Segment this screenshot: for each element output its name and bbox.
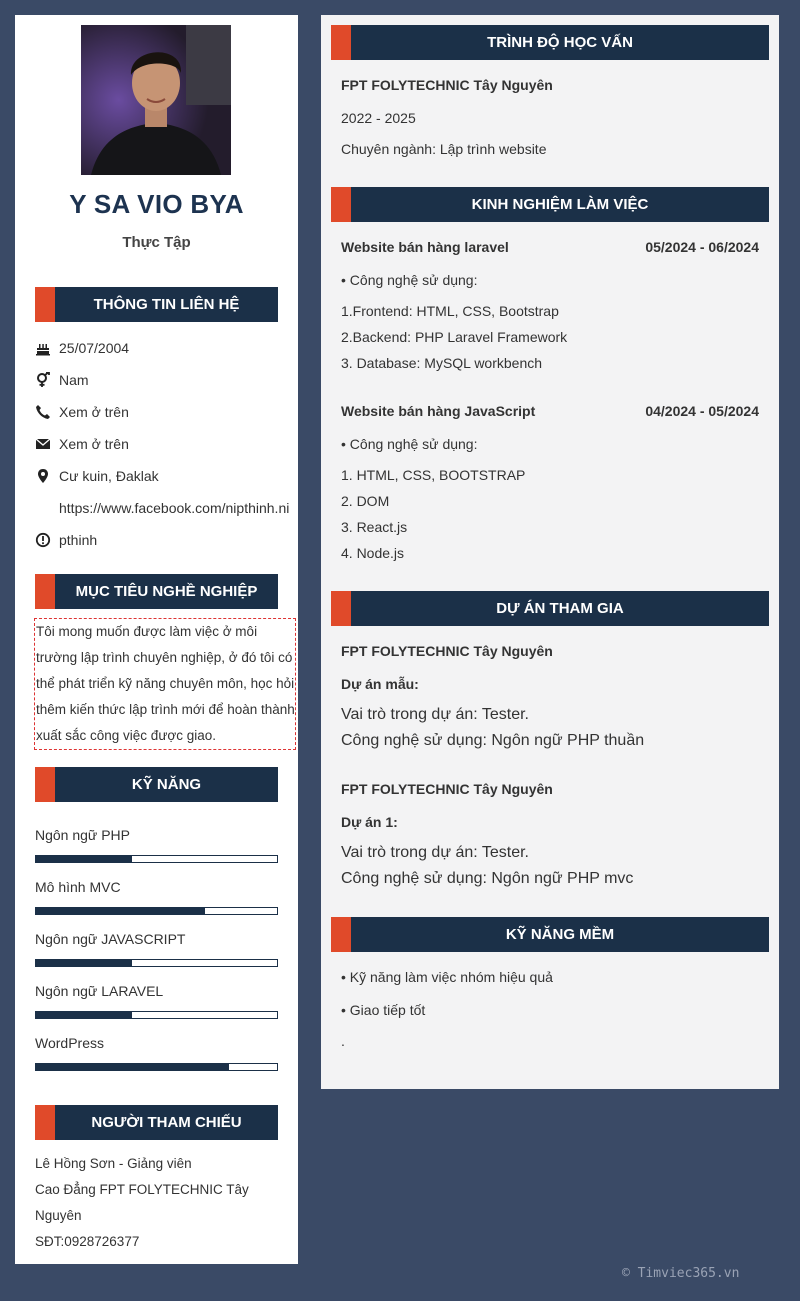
skill-item <box>35 931 278 951</box>
skill-level-bar <box>35 1063 278 1071</box>
skill-level-bar <box>35 959 278 967</box>
job-line: 2. DOM <box>341 493 390 509</box>
objective-text: Tôi mong muốn được làm việc ở môi trường lập trình chuyên nghiệp, ở đó tôi có thể phát triển kỹ năng chuyên môn, học hỏi thêm kiến thức lập trình mới để hoàn thành xuất sắc công việc được giao. <box>34 618 296 750</box>
skill-item <box>35 879 278 899</box>
project-tech: Công nghệ sử dụng: Ngôn ngữ PHP mvc <box>341 870 634 887</box>
skill-level-bar <box>35 907 278 915</box>
candidate-name: Y SA VIO BYA <box>69 189 244 219</box>
location-icon <box>35 468 51 484</box>
skill-level-fill <box>36 1012 132 1018</box>
contact-address: Cư kuin, Đaklak <box>35 460 290 492</box>
job-title: Website bán hàng laravel <box>341 239 509 255</box>
job-date: 05/2024 - 06/2024 <box>645 239 759 255</box>
skill-level-fill <box>36 856 132 862</box>
skill-level-fill <box>36 1064 229 1070</box>
skills-heading: KỸ NĂNG <box>35 767 278 802</box>
education-major: Chuyên ngành: Lập trình website <box>341 141 547 157</box>
skill-label: Mô hình MVC <box>35 879 121 895</box>
job-line: 1. HTML, CSS, BOOTSTRAP <box>341 467 526 483</box>
reference-block <box>35 1151 275 1255</box>
soft-skill-item: • Kỹ năng làm việc nhóm hiệu quả <box>341 969 553 985</box>
soft-skill-item: • Giao tiếp tốt <box>341 1002 426 1018</box>
avatar-photo <box>81 25 231 175</box>
avatar <box>81 25 231 175</box>
contact-heading: THÔNG TIN LIÊN HỆ <box>35 287 278 322</box>
soft-skill-item: . <box>341 1033 345 1049</box>
soft-skills-heading: KỸ NĂNG MỀM <box>331 917 769 952</box>
reference-org: Cao Đẳng FPT FOLYTECHNIC Tây Nguyên <box>35 1182 249 1223</box>
education-years: 2022 - 2025 <box>341 110 416 126</box>
experience-heading: KINH NGHIỆM LÀM VIỆC <box>331 187 769 222</box>
skill-item <box>35 827 278 847</box>
phone-icon <box>35 404 51 420</box>
project-org: FPT FOLYTECHNIC Tây Nguyên <box>341 643 553 659</box>
contact-email: Xem ở trên <box>35 428 290 460</box>
contact-phone: Xem ở trên <box>35 396 290 428</box>
job-line: 3. Database: MySQL workbench <box>341 355 543 371</box>
skill-level-bar <box>35 1011 278 1019</box>
gender-icon <box>35 372 51 388</box>
job-line: 4. Node.js <box>341 545 405 561</box>
mail-icon <box>35 436 51 452</box>
education-heading: TRÌNH ĐỘ HỌC VẤN <box>331 25 769 60</box>
project-role: Vai trò trong dự án: Tester. <box>341 706 529 723</box>
reference-phone: SĐT:0928726377 <box>35 1234 140 1249</box>
education-school: FPT FOLYTECHNIC Tây Nguyên <box>341 77 553 93</box>
job-line: • Công nghệ sử dụng: <box>341 436 478 452</box>
project-name: Dự án 1: <box>341 814 398 830</box>
skill-item <box>35 1035 278 1055</box>
contact-facebook: https://www.facebook.com/nipthinh.nipthinh <box>35 492 290 556</box>
skill-level-bar <box>35 855 278 863</box>
job-line: • Công nghệ sử dụng: <box>341 272 478 288</box>
job-date: 04/2024 - 05/2024 <box>645 403 759 419</box>
project-name: Dự án mẫu: <box>341 676 419 692</box>
project-tech: Công nghệ sử dụng: Ngôn ngữ PHP thuần <box>341 732 645 749</box>
contact-birthday: 25/07/2004 <box>35 332 290 364</box>
skill-level-fill <box>36 908 205 914</box>
skill-label: Ngôn ngữ JAVASCRIPT <box>35 931 186 947</box>
job-line: 3. React.js <box>341 519 408 535</box>
footer-copyright: © Timviec365.vn <box>622 1266 740 1281</box>
contact-gender: Nam <box>35 364 290 396</box>
project-org: FPT FOLYTECHNIC Tây Nguyên <box>341 781 553 797</box>
job-line: 2.Backend: PHP Laravel Framework <box>341 329 568 345</box>
cake-icon <box>35 340 51 356</box>
reference-name: Lê Hồng Sơn - Giảng viên <box>35 1156 192 1171</box>
objective-heading: MỤC TIÊU NGHỀ NGHIỆP <box>35 574 278 609</box>
project-role: Vai trò trong dự án: Tester. <box>341 844 529 861</box>
skill-level-fill <box>36 960 132 966</box>
right-column <box>321 15 779 1089</box>
info-icon <box>35 532 51 548</box>
skill-label: WordPress <box>35 1035 104 1051</box>
skill-label: Ngôn ngữ LARAVEL <box>35 983 164 999</box>
skill-item <box>35 983 278 1003</box>
job-line: 1.Frontend: HTML, CSS, Bootstrap <box>341 303 559 319</box>
skill-label: Ngôn ngữ PHP <box>35 827 130 843</box>
job-title: Website bán hàng JavaScript <box>341 403 536 419</box>
projects-heading: DỰ ÁN THAM GIA <box>331 591 769 626</box>
left-column <box>15 15 298 1264</box>
reference-heading: NGƯỜI THAM CHIẾU <box>35 1105 278 1140</box>
candidate-role: Thực Tập <box>122 234 191 251</box>
